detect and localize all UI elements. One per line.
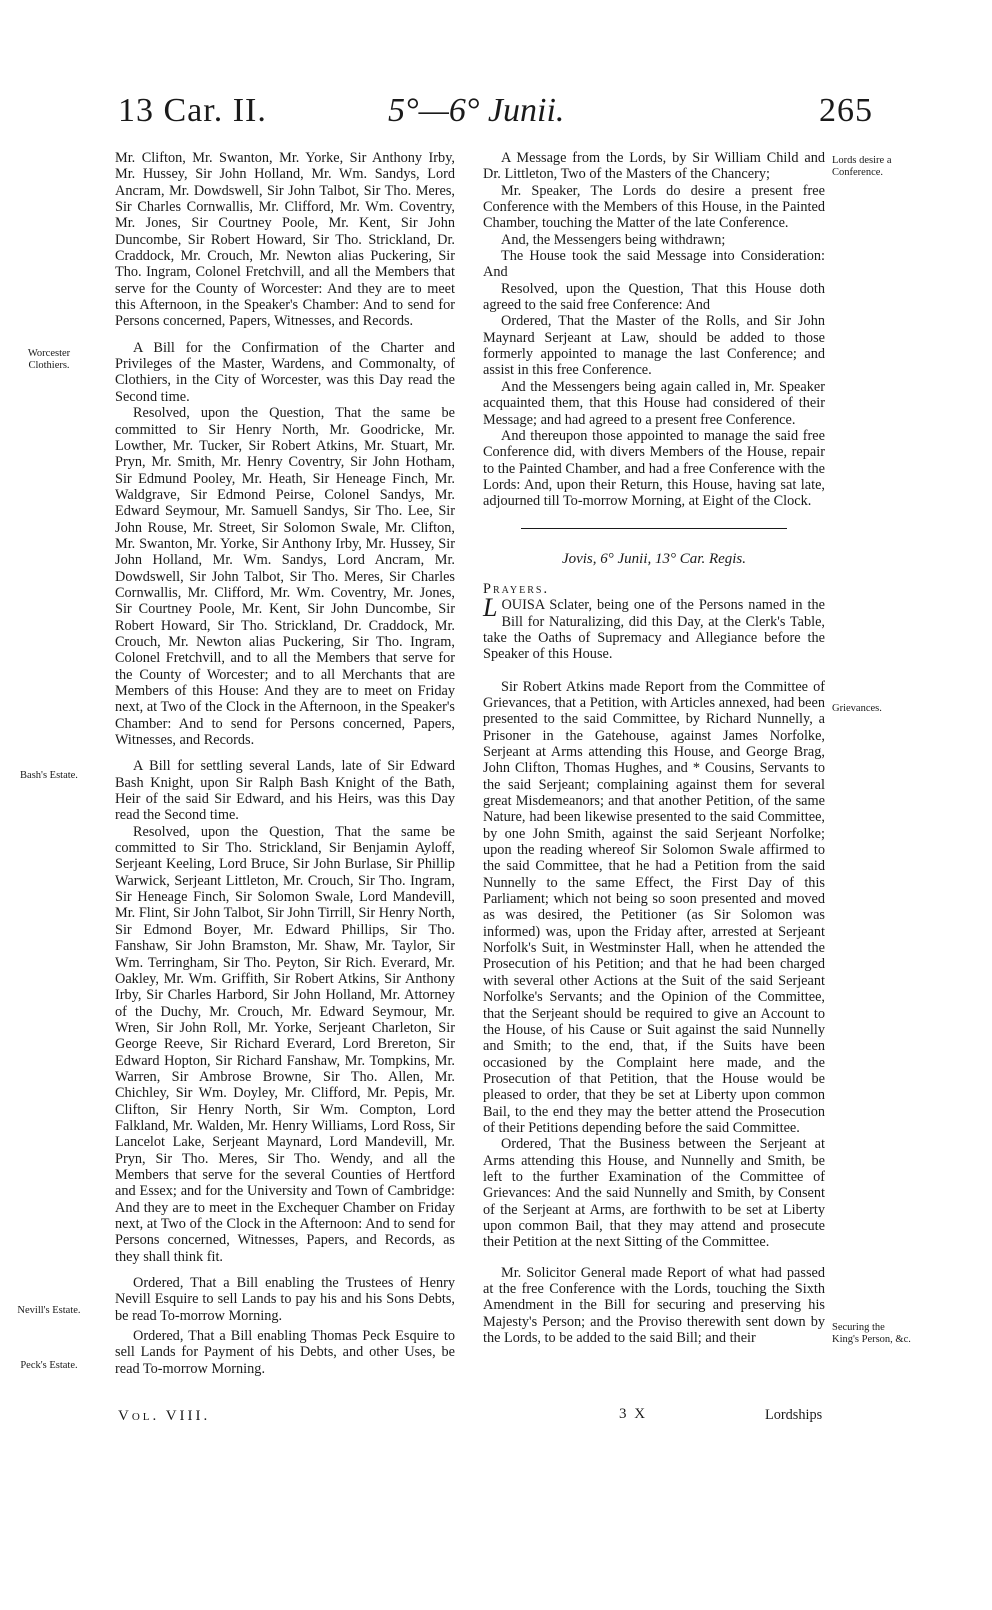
margin-note-grievances: Grievances. (832, 703, 882, 714)
margin-note-peck: Peck's Estate. (20, 1360, 78, 1371)
speaker-address-paragraph: Mr. Speaker, The Lords do desire a present free Conference with the Members of this House, in the Painted Chamber, touching the Matter of the late Conference. (483, 182, 825, 232)
bash-committee-paragraph: Resolved, upon the Question, That the same be committed to Sir Tho. Strickland, Sir Benjamin Ayloff, Serjeant Keeling, Lord Bruce, Sir John Burlase, Sir Phillip Warwick, Serjeant Littleton, Mr. Crouch, Sir Tho. Ingram, Sir Heneage Finch, Sir Solomon Swale, Lord Mandevill, Mr. Flint, Sir John Talbot, Sir John Tirrill, Sir Henry North, Sir Edmond Boyer, Mr. Edward Phillips, Sir Tho. Fanshaw, Sir John Bramston, Mr. Shaw, Mr. Taylor, Sir Wm. Terringham, Sir Tho. Peyton, Sir Rich. Everard, Mr. Oakley, Mr. Wm. Griffith, Sir Robert Atkins, Sir Anthony Irby, Sir Charles Harbord, Sir John Holland, Mr. Attorney of the Duchy, Mr. Crouch, Mr. Edward Seymour, Mr. Wren, Sir John Roll, Mr. Yorke, Serjeant Charleton, Sir George Reeve, Sir Richard Everard, Lord Brereton, Sir Edward Hopton, Sir Richard Fanshaw, Mr. Tompkins, Mr. Warren, Sir Ambrose Browne, Sir Tho. Allen, Mr. Chichley, Sir Wm. Doyley, Mr. Clifford, Mr. Pepis, Mr. Clifton, Sir Henry North, Sir Wm. Compton, Lord Falkland, Mr. Walden, Mr. Henry Williams, Lord Ross, Sir Lancelot Lake, Serjeant Maynard, Lord Mandevill, Mr. Pryn, Sir Tho. Meres, Sir Tho. Wendy, and all the Members that serve for the several Counties of Hertford and Essex; and for the University and Town of Cambridge: And they are to meet in the Exchequer Chamber on Friday next, at Two of the Clock in the Afternoon: And to send for Persons concerned, Witnesses, Papers, and Records, as they shall think fit. (115, 823, 455, 1265)
signature-mark: 3 X (619, 1406, 648, 1422)
consideration-paragraph: The House took the said Message into Consideration: And (483, 248, 825, 281)
resolved-conference-paragraph: Resolved, upon the Question, That this House doth agreed to the said free Conference: And (483, 280, 825, 314)
worcester-committee-paragraph: Resolved, upon the Question, That the same be committed to Sir Henry North, Mr. Goodricke, Mr. Lowther, Mr. Tucker, Sir Robert Atkins, Mr. Stuart, Mr. Pryn, Mr. Smith, Mr. Henry Coventry, Sir John Hotham, Sir Edmund Pooley, Mr. Heath, Sir Heneage Finch, Mr. Waldgrave, Sir Edmond Peirse, Colonel Sandys, Mr. Edward Seymour, Mr. Samuell Sandys, Sir Tho. Lee, Sir John Rouse, Mr. Street, Sir Solomon Swale, Mr. Clifton, Mr. Swanton, Mr. Yorke, Sir Anthony Irby, Mr. Hussey, Sir John Holland, Mr. Wm. Sandys, Lord Ancram, Mr. Dowdswell, Sir John Talbot, Sir Tho. Meres, Sir Charles Cornwallis, Mr. Clifford, Mr. Wm. Coventry, Mr. Jones, Sir Courtney Poole, Mr. Kent, Sir John Duncombe, Sir Robert Howard, Sir Tho. Strickland, Dr. Craddock, Mr. Crouch, Mr. Newton alias Puckering, Sir Tho. Ingram, Colonel Fretchvill, and to all the Members that serve for the County of Worcester; and to all Merchants that are Members of this House: And they are to meet on Friday next, at Two of the Clock in the Afternoon, in the Speaker's Chamber: And to send for Persons concerned, Papers, Witnesses, and Records. (115, 405, 455, 749)
margin-note-worcester: Worcester Clothiers. (27, 348, 71, 371)
margin-note-bash: Bash's Estate. (20, 770, 78, 781)
lords-message-paragraph: A Message from the Lords, by Sir William Child and Dr. Littleton, Two of the Masters of the Chancery; (483, 150, 825, 183)
naturalization-text: OUISA Sclater, being one of the Persons named in the Bill for Naturalizing, did this Day, at the Clerk's Table, take the Oaths of Supremacy and Allegiance before the Speaker of this House. (483, 597, 825, 663)
nevill-order-paragraph: Ordered, That a Bill enabling the Trustees of Henry Nevill Esquire to sell Lands to pay his and his Sons Debts, be read To-morrow Morning. (115, 1275, 455, 1324)
peck-order-paragraph: Ordered, That a Bill enabling Thomas Peck Esquire to sell Lands for Payment of his Debts, and other Uses, be read To-morrow Morning. (115, 1328, 455, 1377)
day-heading: Jovis, 6° Junii, 13° Car. Regis. (561, 550, 747, 567)
margin-note-lords-desire: Lords desire a Conference. (832, 155, 892, 178)
grievances-report-paragraph: Sir Robert Atkins made Report from the Committee of Grievances, that a Petition, with Articles annexed, had been presented to the said Committee, by Richard Nunnelly, a Prisoner in the Gatehouse, against James Norfolke, Serjeant at Arms attending this House, and George Brag, John Clifton, Thomas Hughes, and * Cousins, Servants to the said Serjeant; complaining against them for several great Misdemeanors; and that another Petition, of the same Nature, had been likewise presented to the said Committee, by one John Smith, against the said Serjeant Norfolke; upon the reading whereof Sir Solomon Swale affirmed to the said Committee, that he had a Petition from the said Nunnelly to the same Effect, the First Day of this Parliament; which not being so soon presented and moved as was desired, the Petitioner (as Sir Solomon was informed) was, upon the Friday after, arrested at Serjeant Norfolk's Suit, in Westminster Hall, when he attended the Prosecution of his Petition; and that he had been charged with several other Actions at the Suit of the said Serjeant Norfolke's Servants; and the Opinion of the Committee, that the Serjeant should be required to give an Account to the House, of his Cause or Suit against the said Nunnelly and Smith; to the end, that, if the Suits have been occasioned by the Complaint here made, and the Prosecution of that Petition, that the House would be pleased to order, that they be set at Liberty upon common Bail, to the end they may the better attend the Prosecution of their Petitions depending before the said Committee. (483, 678, 825, 1136)
solicitor-report-paragraph: Mr. Solicitor General made Report of what had passed at the free Conference with the Lords, touching the Sixth Amendment in the Bill for securing and preserving his Majesty's Person; and the Proviso therewith sent down by the Lords, to be added to the said Bill; and their (483, 1264, 825, 1347)
header-regnal-year: 13 Car. II. (118, 92, 267, 129)
committee-list-paragraph: Mr. Clifton, Mr. Swanton, Mr. Yorke, Sir Anthony Irby, Mr. Hussey, Sir John Holland, Mr. Wm. Sandys, Lord Ancram, Mr. Dowdswell, Sir John Talbot, Sir Tho. Meres, Sir Charles Cornwallis, Mr. Clifford, Mr. Wm. Coventry, Mr. Jones, Sir Courtney Poole, Mr. Kent, Sir John Duncombe, Sir Robert Howard, Sir Tho. Strickland, Dr. Craddock, Mr. Crouch, Mr. Newton alias Puckering, Sir Tho. Ingram, Colonel Fretchvill, and all the Members that serve for the County of Worcester: And they are to meet this Afternoon, in the Speaker's Chamber: And to send for Persons concerned, Papers, Witnesses, and Records. (115, 150, 455, 330)
ordered-managers-paragraph: Ordered, That the Master of the Rolls, and Sir John Maynard Serjeant at Law, should be added to those formerly appointed to manage the last Conference; and assist in this free Conference. (483, 313, 825, 379)
right-column (483, 150, 825, 1346)
naturalization-paragraph (483, 593, 825, 663)
prayers-heading: Prayers. (483, 580, 550, 597)
bash-bill-paragraph: A Bill for settling several Lands, late of Sir Edward Bash Knight, upon Sir Ralph Bash Knight of the Bath, Heir of the said Sir Edward, and his Heirs, was this Day read the Second time. (115, 758, 455, 824)
margin-note-nevill: Nevill's Estate. (17, 1305, 81, 1316)
page-header (118, 92, 873, 144)
margin-note-securing: Securing the King's Person, &c. (832, 1322, 911, 1345)
header-date-range: 5°—6° Junii. (388, 92, 565, 129)
messengers-withdrawn-paragraph: And, the Messengers being withdrawn; (501, 231, 726, 248)
page-number: 265 (819, 92, 873, 129)
conference-adjourn-paragraph: And thereupon those appointed to manage the said free Conference did, with divers Members of the House, repair to the Painted Chamber, and had a free Conference with the Lords: And, upon their Return, this House, having sat late, adjourned till To-morrow Morning, at Eight of the Clock. (483, 427, 825, 510)
section-divider (521, 528, 788, 529)
volume-label: Vol. VIII. (118, 1408, 211, 1424)
catchword: Lordships (765, 1407, 823, 1423)
grievances-order-paragraph: Ordered, That the Business between the Serjeant at Arms attending this House, and Nunnelly and Smith, be left to the further Examination of the Committee of Grievances: And the said Nunnelly and Smith, by Consent of the Serjeant at Arms, are forthwith to be set at Liberty upon common Bail, that they may attend and prosecute their Petition at the next Sitting of the Committee. (483, 1136, 825, 1251)
drop-cap: L (483, 593, 498, 623)
messengers-recalled-paragraph: And the Messengers being again called in, Mr. Speaker acquainted them, that this House had considered of their Message; and had agreed to a present free Conference. (483, 378, 825, 428)
worcester-bill-paragraph: A Bill for the Confirmation of the Charter and Privileges of the Master, Wardens, and Commonalty, of Clothiers, in the City of Worcester, was this Day read the Second time. (115, 339, 455, 405)
left-column (115, 150, 455, 1377)
